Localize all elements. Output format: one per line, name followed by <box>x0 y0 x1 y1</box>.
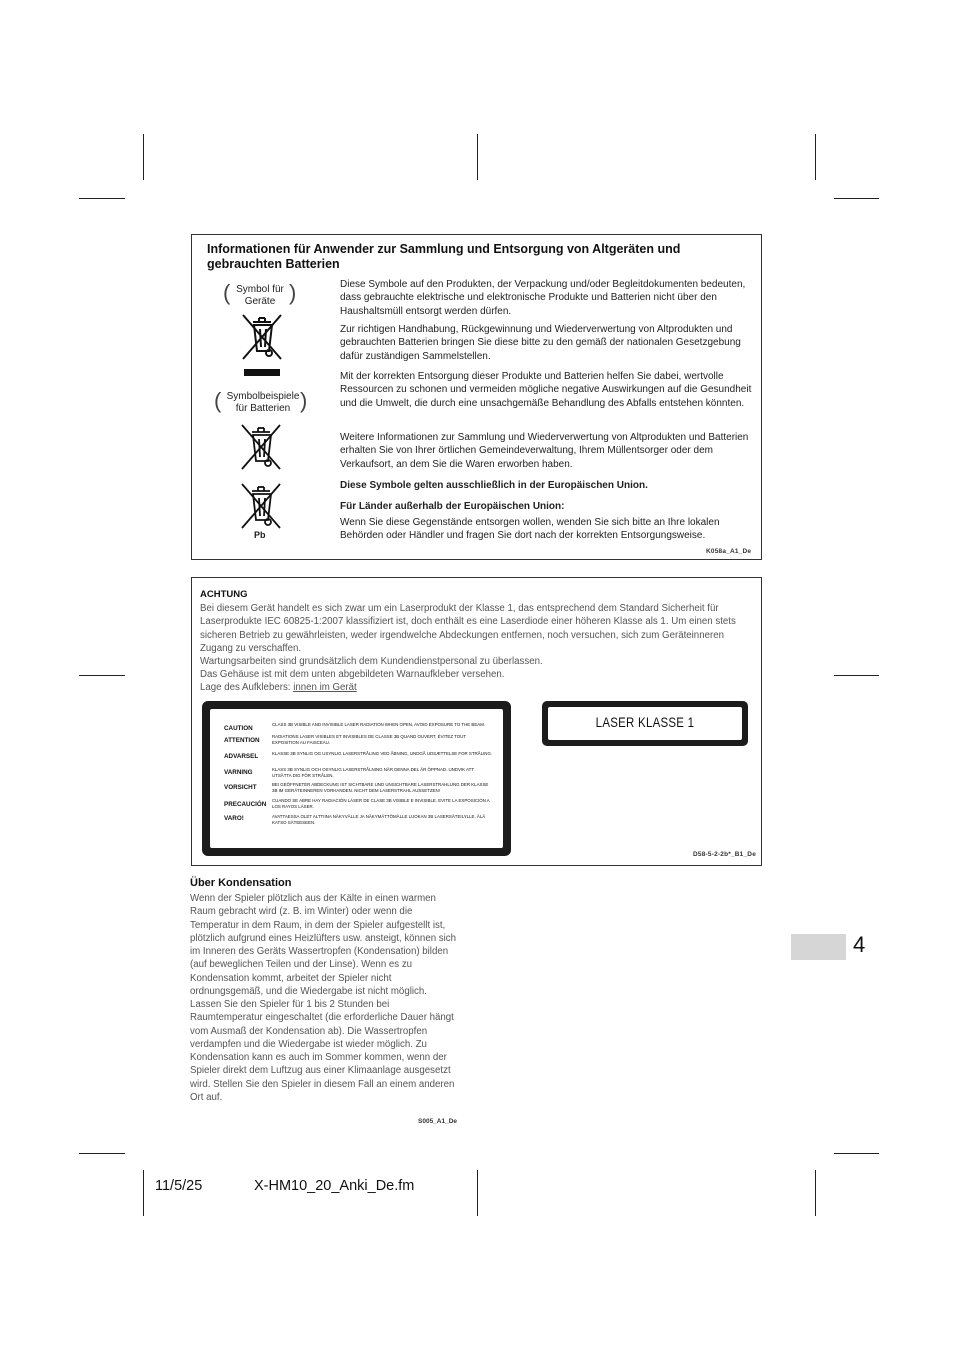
caution-text: CLASS 3B VISIBLE AND INVISIBLE LASER RADIATION WHEN OPEN, AVOID EXPOSURE TO THE BEAM. <box>272 722 486 727</box>
crop-mark <box>834 1153 879 1154</box>
solid-bar-icon <box>244 369 280 376</box>
footer-date: 11/5/25 <box>155 1178 203 1194</box>
crop-mark <box>834 675 879 676</box>
laser-klasse-sticker <box>542 701 748 746</box>
symbol-devices-line2: Geräte <box>244 296 276 307</box>
vorsicht-key: VORSICHT <box>224 784 257 791</box>
left-parenthesis-icon: ( <box>214 388 222 413</box>
precaucion-text: CUANDO SE ABRE HAY RADIACIÓN LÁSER DE CLASE 3B VISIBLE E INVISIBLE. EVITE LA EXPOSICIÓN A LOS RAYOS LÁSER. <box>272 798 490 809</box>
crossed-battery-bin-pb-icon <box>238 482 284 530</box>
crop-mark <box>477 1170 478 1216</box>
symbol-devices-label <box>230 284 290 308</box>
attention-key: ATTENTION <box>224 737 260 744</box>
sticker-location-prefix: Lage des Aufklebers: <box>200 682 291 693</box>
crop-mark <box>79 198 125 199</box>
crop-mark <box>477 134 478 180</box>
achtung-paragraph-3: Das Gehäuse ist mit dem unten abgebildeten Warnaufkleber versehen. <box>200 669 505 680</box>
disposal-paragraph-3: Mit der korrekten Entsorgung dieser Produkte und Batterien helfen Sie dabei, wertvolle Ressourcen zu schonen und vermeiden mögliche negative Auswirkungen auf die Gesundheit und die Umwelt, die durch eine unsachgemäße Behandlung des Abfalls entstehen könnten. <box>340 371 752 409</box>
laser-klasse-sticker-inner <box>548 707 742 740</box>
achtung-paragraph-2: Wartungsarbeiten sind grundsätzlich dem Kundendienstpersonal zu überlassen. <box>200 656 543 667</box>
laser-code: D58-5-2-2b*_B1_De <box>693 851 757 858</box>
crop-mark <box>79 1153 125 1154</box>
caution-sticker <box>202 701 511 856</box>
right-parenthesis-icon: ) <box>289 280 297 305</box>
varning-text: KLASS 3B SYNLIG OCH OSYNLIG LASERSTRÅLNING NÄR DENNA DEL ÄR ÖPPNAD. UNDVIK ATT UTSÄTTA DIG FÖR STRÅLEN. <box>272 767 474 778</box>
advarsel-key: ADVARSEL <box>224 753 259 760</box>
achtung-paragraph-1: Bei diesem Gerät handelt es sich zwar um ein Laserprodukt der Klasse 1, das entsprechend dem Standard Sicherheit für Laserprodukte IEC 60825-1:2007 klassifiziert ist, doch enthält es eine Laserdiode einer höheren Klasse als 1. Um einen stets sicheren Betrieb zu gewährleisten, weder irgendwelche Abdeckungen entfernen, noch versuchen, sich zum Geräteinneren Zugang zu verschaffen. <box>200 603 736 654</box>
varo-text: AVATTAESSA OLET ALTTIINA NÄKYVÄLLE JA NÄKYMÄTTÖMÄLLE LUOKAN 3B LASERSÄTEILYLLE. ÄLÄ KATSO SÄTEESEEN. <box>272 814 486 825</box>
crop-mark <box>815 134 816 180</box>
page-number: 4 <box>853 932 866 957</box>
achtung-title: ACHTUNG <box>200 589 248 600</box>
varning-key: VARNING <box>224 769 253 776</box>
left-parenthesis-icon: ( <box>223 280 231 305</box>
kondensation-title: Über Kondensation <box>190 877 292 889</box>
crossed-wheelie-bin-icon <box>239 313 285 361</box>
precaucion-key: PRECAUCIÓN <box>224 801 267 808</box>
non-eu-text: Wenn Sie diese Gegenstände entsorgen wollen, wenden Sie sich bitte an Ihre lokalen Behörden oder Händler und fragen Sie dort nach der korrekten Entsorgungsweise. <box>340 517 720 542</box>
eu-only-statement: Diese Symbole gelten ausschließlich in der Europäischen Union. <box>340 480 648 491</box>
non-eu-heading: Für Länder außerhalb der Europäischen Union: <box>340 501 565 512</box>
disposal-code: K058a_A1_De <box>706 548 752 555</box>
vorsicht-text: BEI GEÖFFNETER ABDECKUNG IST SICHTBARE UND UNSICHTBARE LASERSTRAHLUNG DER KLASSE 3B IM GERÄTEINNEREN VORHANDEN. NICHT DEM LASERSTRAHL AUSSETZEN! <box>272 782 489 793</box>
advarsel-text: KLASSE 3B SYNLIG OG USYNLIG LASERSTRÅLING VED ÅBNING, UNDGÅ UDSÆTTELSE FOR STRÅLING. <box>272 751 493 756</box>
crossed-battery-bin-icon <box>238 423 284 471</box>
symbol-batteries-line2: für Batterien <box>235 403 291 414</box>
disposal-paragraph-2: Zur richtigen Handhabung, Rückgewinnung und Wiederverwertung von Altprodukten und gebrauchten Batterien bringen Sie diese bitte zu den gemäß der nationalen Gesetzgebung dafür zuständigen Sammelstellen. <box>340 324 741 362</box>
symbol-batteries-line1: Symbolbeispiele <box>226 391 300 402</box>
disposal-paragraph-1: Diese Symbole auf den Produkten, der Verpackung und/oder Begleitdokumenten bedeuten, dass gebrauchte elektrische und elektronische Produkte und Batterien nicht über den Haushaltsmüll entsorgt werden dürfen. <box>340 279 746 317</box>
laser-warning-box <box>191 577 762 866</box>
kondensation-text: Wenn der Spieler plötzlich aus der Kälte in einen warmen Raum gebracht wird (z. B. im Winter) oder wenn die Temperatur in dem Raum, in dem der Spieler aufgestellt ist, plötzlich aufgrund eines Heizlüfters usw. ansteigt, können sich im Inneren des Geräts Wassertropfen (Kondensation) bilden (auf beweglichen Teilen und der Linse). Wenn es zu Kondensation kommt, arbeitet der Spieler nicht ordnungsgemäß, und die Wiedergabe ist nicht möglich. Lassen Sie den Spieler für 1 bis 2 Stunden bei Raumtemperatur eingeschaltet (die erforderliche Dauer hängt vom Ausmaß der Kondensation ab). Die Wassertropfen verdampfen und die Wiedergabe ist wieder möglich. Zu Kondensation kann es auch im Sommer kommen, wenn der Spieler direkt dem Luftzug aus einer Klimaanlage ausgesetzt wird. Stellen Sie den Spieler in diesem Fall an einem anderen Ort auf. <box>190 893 457 1103</box>
disposal-paragraph-4: Weitere Informationen zur Sammlung und Wiederverwertung von Altprodukten und Batterien erhalten Sie von Ihrer örtlichen Gemeindeverwaltung, Ihrem Müllentsorger oder dem Verkaufsort, an dem Sie die Waren erworben haben. <box>340 432 749 470</box>
varo-key: VARO! <box>224 815 244 822</box>
symbol-batteries-label <box>220 388 308 415</box>
crop-mark <box>143 1170 144 1216</box>
caution-sticker-inner <box>210 709 503 848</box>
sticker-location-value: innen im Gerät <box>293 682 357 693</box>
crop-mark <box>834 198 879 199</box>
crop-mark <box>143 134 144 180</box>
crop-mark <box>79 675 125 676</box>
page-tab <box>791 934 846 960</box>
sticker-location <box>200 681 756 694</box>
caution-key: CAUTION <box>224 725 253 732</box>
disposal-info-title: Informationen für Anwender zur Sammlung und Entsorgung von Altgeräten und gebrauchten Batterien <box>207 242 681 271</box>
disposal-info-box <box>191 234 762 560</box>
attention-text: RADIATIONS LASER VISIBLES ET INVISIBLES DE CLASSE 3B QUAND OUVERT, ÉVITEZ TOUT EXPOSITION AU FAISCEAU. <box>272 734 466 745</box>
symbol-devices-line1: Symbol für <box>236 284 284 295</box>
laser-klasse-text: LASER KLASSE 1 <box>595 715 695 730</box>
footer-filename: X-HM10_20_Anki_De.fm <box>254 1178 415 1194</box>
crop-mark <box>815 1170 816 1216</box>
pb-label: Pb <box>254 530 266 540</box>
kondensation-code: S005_A1_De <box>418 1118 458 1125</box>
right-parenthesis-icon: ) <box>300 388 308 413</box>
